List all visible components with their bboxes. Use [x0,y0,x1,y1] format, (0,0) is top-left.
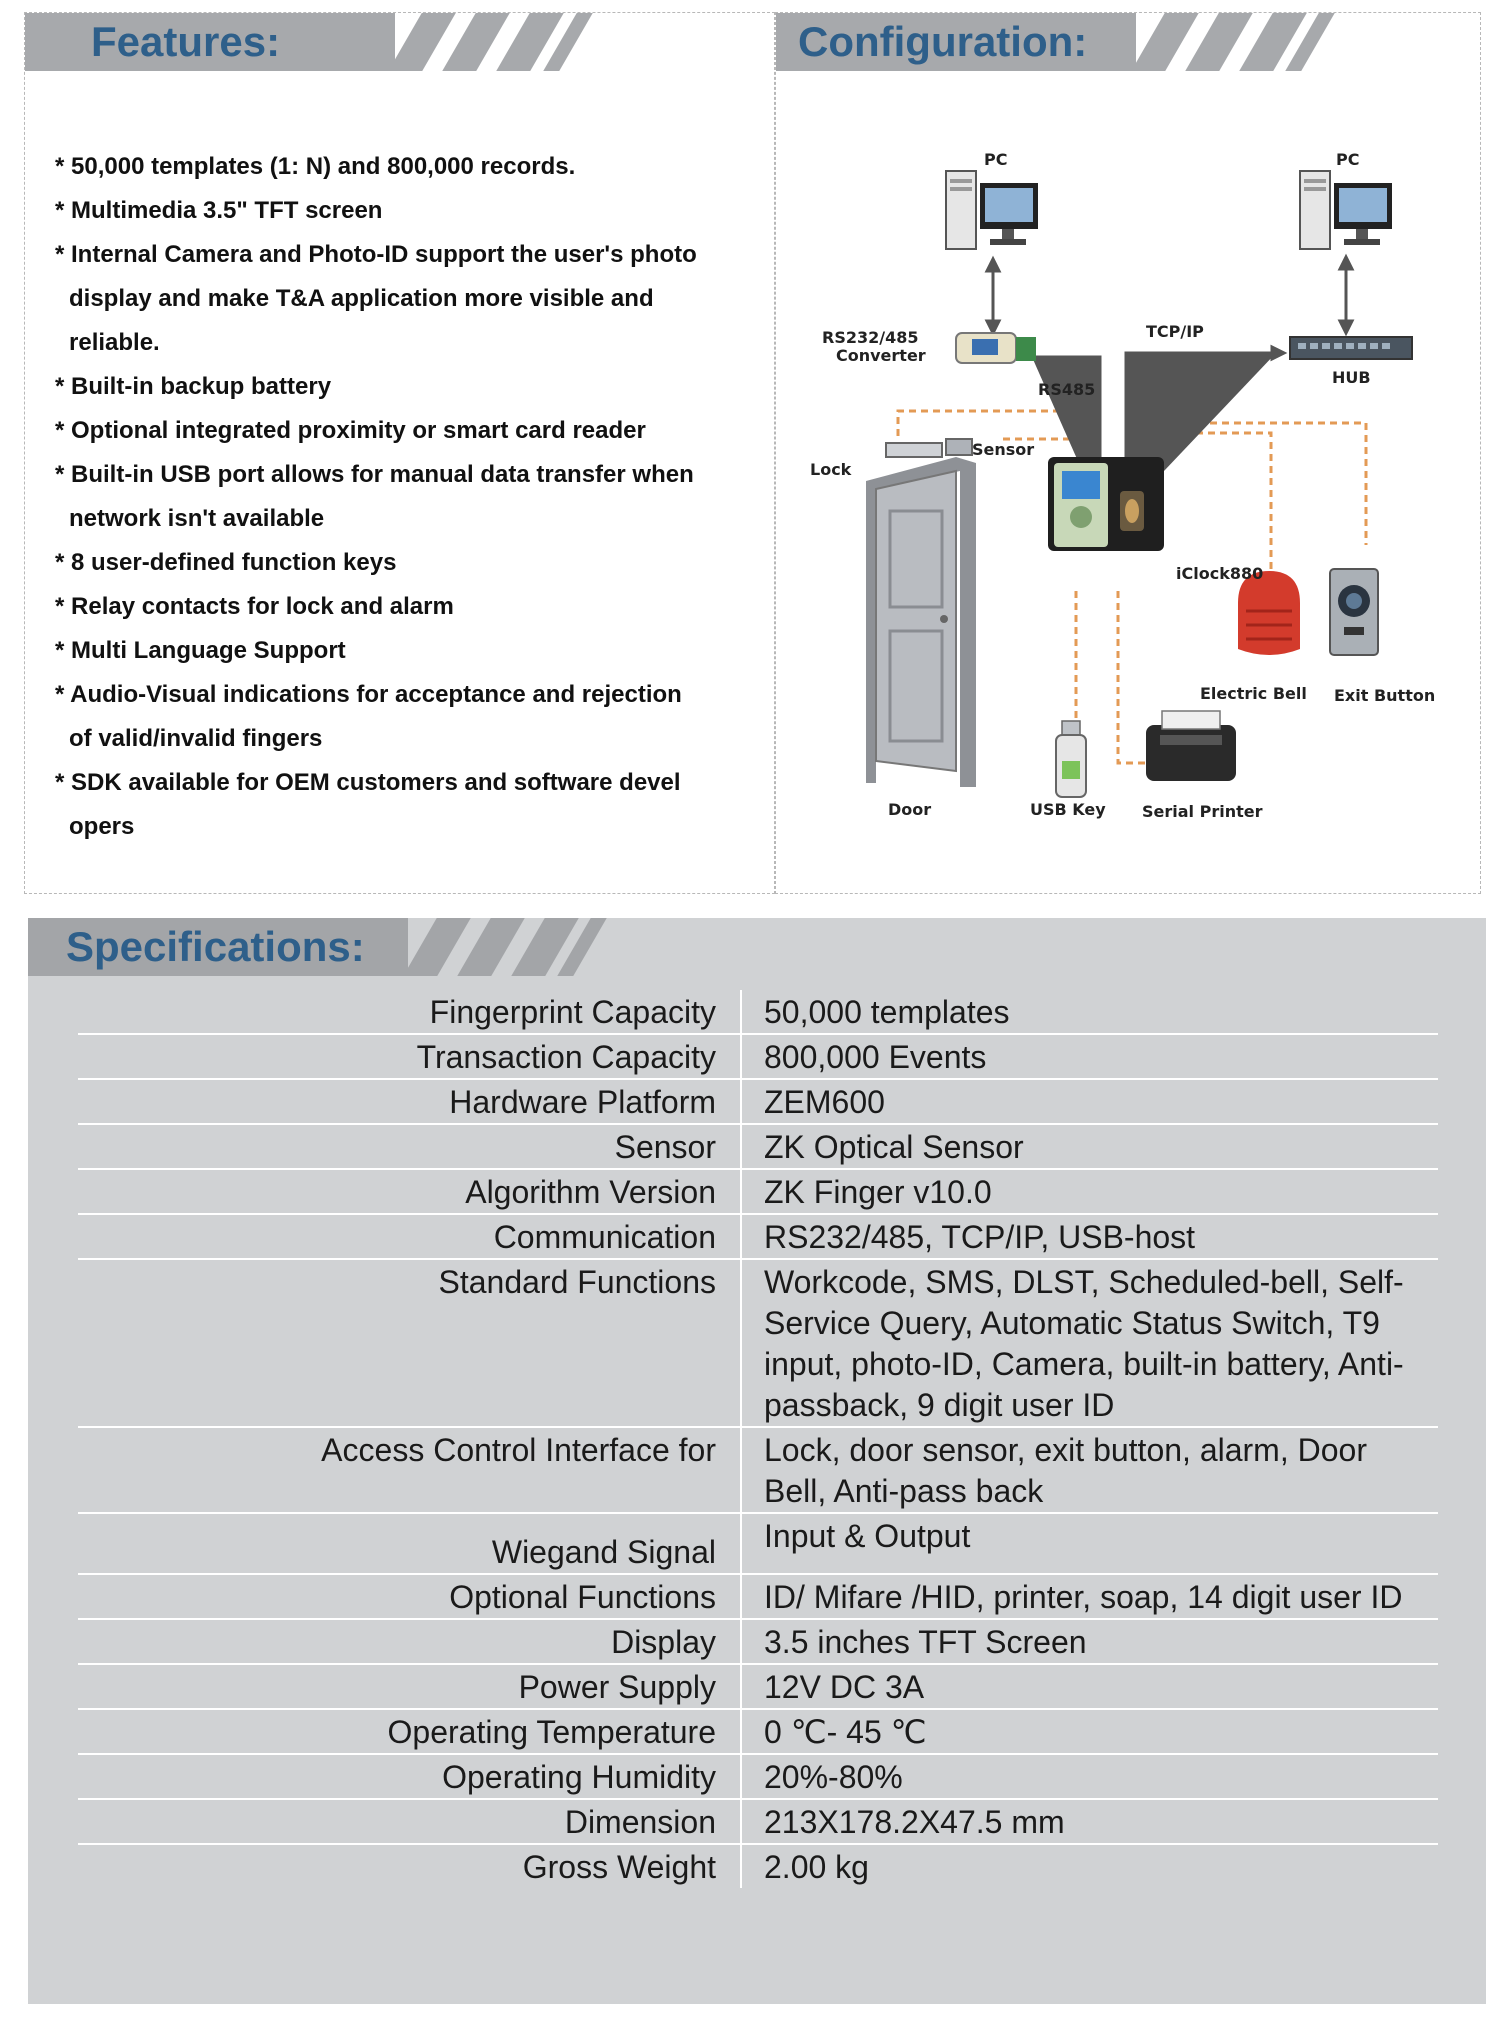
configuration-diagram [776,71,1482,895]
feature-item: * Internal Camera and Photo-ID support the user's photo display and make T&A application more visible and reliable. [55,241,697,356]
table-row [78,1575,1438,1620]
configuration-panel [775,12,1481,894]
converter-icon [956,333,1036,363]
feature-item: * Multi Language Support [55,637,346,664]
feature-item: * 50,000 templates (1: N) and 800,000 records. [55,153,576,180]
electric-bell-label: Electric Bell [1200,684,1307,703]
serial-printer-icon [1146,711,1236,781]
table-row [78,1170,1438,1215]
table-row [78,1428,1438,1514]
hub-label: HUB [1332,368,1371,387]
spec-label: Algorithm Version [78,1170,740,1215]
table-row [78,1800,1438,1845]
door-label: Door [888,800,932,819]
specifications-title: Specifications: [66,923,365,970]
spec-value: RS232/485, TCP/IP, USB-host [740,1215,1438,1260]
spec-value: 800,000 Events [740,1035,1438,1080]
feature-item: * 8 user-defined function keys [55,549,397,576]
spec-label: Standard Functions [78,1260,740,1428]
table-row [78,1260,1438,1428]
spec-label: Display [78,1620,740,1665]
lock-icon [886,439,972,457]
spec-value: ZK Optical Sensor [740,1125,1438,1170]
spec-value: 50,000 templates [740,990,1438,1035]
usb-key-label: USB Key [1030,800,1106,819]
feature-item: * Audio-Visual indications for acceptance and rejection of valid/invalid fingers [55,681,682,752]
table-row [78,1514,1438,1575]
spec-value: 2.00 kg [740,1845,1438,1888]
configuration-header [776,13,1482,71]
spec-label: Operating Temperature [78,1710,740,1755]
spec-label: Access Control Interface for [78,1428,740,1514]
spec-label: Hardware Platform [78,1080,740,1125]
features-header [25,13,776,71]
spec-label: Operating Humidity [78,1755,740,1800]
device-label: iClock880 [1176,564,1264,583]
spec-value: ZEM600 [740,1080,1438,1125]
spec-value: Input & Output [740,1514,1438,1575]
pc-left-icon [946,171,1038,249]
feature-item: * Optional integrated proximity or smart card reader [55,417,646,444]
spec-label: Wiegand Signal [78,1514,740,1575]
converter-label: Converter [836,346,926,365]
feature-item: * Relay contacts for lock and alarm [55,593,454,620]
table-row [78,990,1438,1035]
pc-left-label: PC [984,150,1008,169]
spec-value: ID/ Mifare /HID, printer, soap, 14 digit user ID [740,1575,1438,1620]
table-row [78,1125,1438,1170]
usb-key-icon [1056,721,1086,797]
specifications-table [78,990,1438,1888]
table-row [78,1755,1438,1800]
spec-value: ZK Finger v10.0 [740,1170,1438,1215]
exit-button-icon [1330,569,1378,655]
spec-value: 20%-80% [740,1755,1438,1800]
spec-value: 0 ℃- 45 ℃ [740,1710,1438,1755]
table-row [78,1665,1438,1710]
spec-label: Transaction Capacity [78,1035,740,1080]
spec-value: Workcode, SMS, DLST, Scheduled-bell, Self-Service Query, Automatic Status Switch, T9 input, photo-ID, Camera, built-in battery, Anti-passback, 9 digit user ID [740,1260,1438,1428]
features-panel [24,12,775,894]
specifications-header [28,918,1486,976]
serial-printer-label: Serial Printer [1142,802,1263,821]
pc-right-icon [1300,171,1392,249]
table-row [78,1215,1438,1260]
spec-label: Dimension [78,1800,740,1845]
feature-item: * SDK available for OEM customers and software devel opers [55,769,681,840]
table-row [78,1035,1438,1080]
converter-label: RS232/485 [822,328,919,347]
electric-bell-icon [1238,571,1300,655]
feature-item: * Multimedia 3.5" TFT screen [55,197,383,224]
spec-value: Lock, door sensor, exit button, alarm, Door Bell, Anti-pass back [740,1428,1438,1514]
configuration-title: Configuration: [798,18,1088,65]
spec-value: 3.5 inches TFT Screen [740,1620,1438,1665]
rs485-label: RS485 [1038,380,1096,399]
spec-label: Communication [78,1215,740,1260]
iclock880-device-icon [1048,457,1164,551]
spec-label: Sensor [78,1125,740,1170]
hub-icon [1290,337,1412,359]
sensor-label: Sensor [972,440,1035,459]
spec-label: Optional Functions [78,1575,740,1620]
lock-label: Lock [810,460,852,479]
spec-label: Fingerprint Capacity [78,990,740,1035]
features-list [55,145,755,849]
table-row [78,1620,1438,1665]
pc-right-label: PC [1336,150,1360,169]
spec-value: 12V DC 3A [740,1665,1438,1710]
feature-item: * Built-in backup battery [55,373,332,400]
specifications-panel [28,918,1486,2004]
spec-label: Power Supply [78,1665,740,1710]
spec-value: 213X178.2X47.5 mm [740,1800,1438,1845]
table-row [78,1710,1438,1755]
door-icon [866,457,976,787]
table-row [78,1845,1438,1888]
spec-label: Gross Weight [522,1849,716,1885]
exit-button-label: Exit Button [1334,686,1436,705]
features-title: Features: [91,18,281,65]
feature-item: * Built-in USB port allows for manual data transfer when network isn't available [55,461,694,532]
tcpip-label: TCP/IP [1146,322,1204,341]
table-row [78,1080,1438,1125]
